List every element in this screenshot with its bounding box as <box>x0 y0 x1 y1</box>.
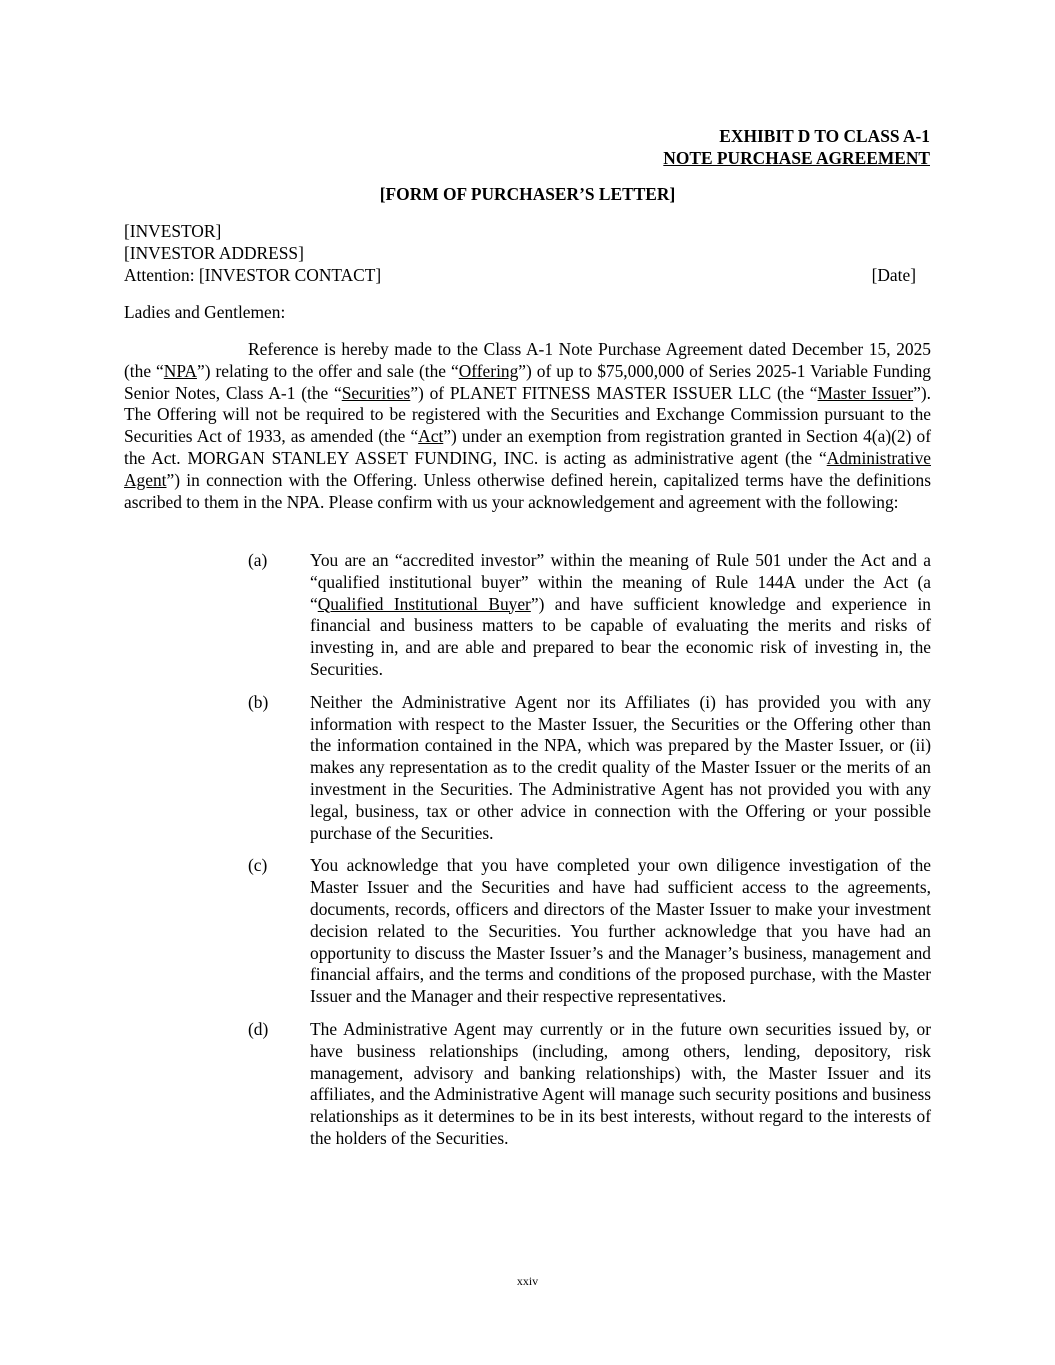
date-placeholder: [Date] <box>871 264 916 285</box>
item-text-part: ”) and have sufficient knowledge and experience in financial and business matters to be capable of evaluating the merits and risks of investing in, and are able and prepared to bear the economic risk of investing in, the Securities. <box>310 593 931 679</box>
address-block <box>124 221 931 286</box>
term-npa: NPA <box>163 360 197 381</box>
term-securities: Securities <box>341 382 411 403</box>
attention-row <box>124 265 931 287</box>
intro-text: ”) in connection with the Offering. Unless otherwise defined herein, capitalized terms have the definitions ascribed to them in the NPA. Please confirm with us your acknowledgement and agreement with the following: <box>124 469 931 512</box>
item-text: Neither the Administrative Agent nor its Affiliates (i) has provided you with any information with respect to the Master Issuer, the Securities or the Offering other than the information contained in the NPA, which was prepared by the Master Issuer, or (ii) makes any representation as to the credit quality of the Master Issuer or the merits of an investment in the Securities. The Administrative Agent has not provided you with any legal, business, tax or other advice in connection with the Offering or your possible purchase of the Securities. <box>310 691 931 843</box>
item-text: The Administrative Agent may currently or in the future own securities issued by, or have business relationships (including, among others, lending, depository, risk management, advisory and banking relationships) with, the Master Issuer and its affiliates, and the Administrative Agent will manage such security positions and business relationships as it determines to be in its best interests, without regard to the interests of the holders of the Securities. <box>310 1018 931 1148</box>
intro-text: ”) of up to $75,000,000 of Series 2025-1 Variable Funding Senior Notes, Class A-1 (the “ <box>124 360 932 403</box>
salutation: Ladies and Gentlemen: <box>124 302 286 322</box>
form-title: [FORM OF PURCHASER’S LETTER] <box>379 184 676 204</box>
intro-text: ”). The Offering will not be required to be registered with the Securities and Exchange Commission pursuant to the Securities Act of 1933, as amended (the “ <box>124 382 931 447</box>
exhibit-title-line2: NOTE PURCHASE AGREEMENT <box>663 148 930 168</box>
intro-text: ”) of PLANET FITNESS MASTER ISSUER LLC (the “ <box>410 382 818 403</box>
term-act: Act <box>418 426 444 447</box>
item-text-part: You are an “accredited investor” within the meaning of Rule 501 under the Act and a “qualified institutional buyer” within the meaning of Rule 144A under the Act (a “ <box>310 550 931 614</box>
term-master-issuer: Master Issuer <box>817 382 914 403</box>
exhibit-heading <box>663 125 930 169</box>
investor-address: [INVESTOR ADDRESS] <box>124 242 304 263</box>
term-qualified-institutional-buyer: Qualified Institutional Buyer <box>317 593 531 614</box>
item-label: (b) <box>248 691 269 712</box>
intro-paragraph <box>124 339 931 513</box>
item-text: You acknowledge that you have completed your own diligence investigation of the Master Issuer and the Securities and have had sufficient access to the agreements, documents, records, officers and directors of the Master Issuer to make your investment decision related to the Securities. You further acknowledge that you have had an opportunity to discuss the Master Issuer’s and the Manager’s business, management and financial affairs, and the terms and conditions of the proposed purchase, with the Master Issuer and the Manager and their respective representatives. <box>310 855 931 1007</box>
item-label: (d) <box>248 1018 269 1039</box>
list-item <box>248 692 931 845</box>
term-administrative-agent: Administrative Agent <box>124 447 931 490</box>
item-label: (c) <box>248 855 268 876</box>
term-offering: Offering <box>458 360 519 381</box>
intro-text: ”) relating to the offer and sale (the “ <box>196 360 459 381</box>
acknowledgement-list <box>248 550 931 1161</box>
list-item <box>248 1019 931 1150</box>
investor-name: [INVESTOR] <box>124 221 222 241</box>
list-item <box>248 855 931 1008</box>
intro-text: ”) under an exemption from registration granted in Section 4(a)(2) of the Act. MORGAN STANLEY ASSET FUNDING, INC. is acting as administrative agent (the “ <box>124 426 931 468</box>
exhibit-title-line1: EXHIBIT D TO CLASS A-1 <box>719 126 930 146</box>
item-label: (a) <box>248 550 268 570</box>
item-text <box>310 550 931 681</box>
page-number: xxiv <box>516 1274 539 1288</box>
intro-text: Reference is hereby made to the Class A-1 Note Purchase Agreement dated December 15, 2025 (the “ <box>124 339 931 381</box>
attention-line: Attention: [INVESTOR CONTACT] <box>124 264 382 285</box>
list-item <box>248 550 931 681</box>
